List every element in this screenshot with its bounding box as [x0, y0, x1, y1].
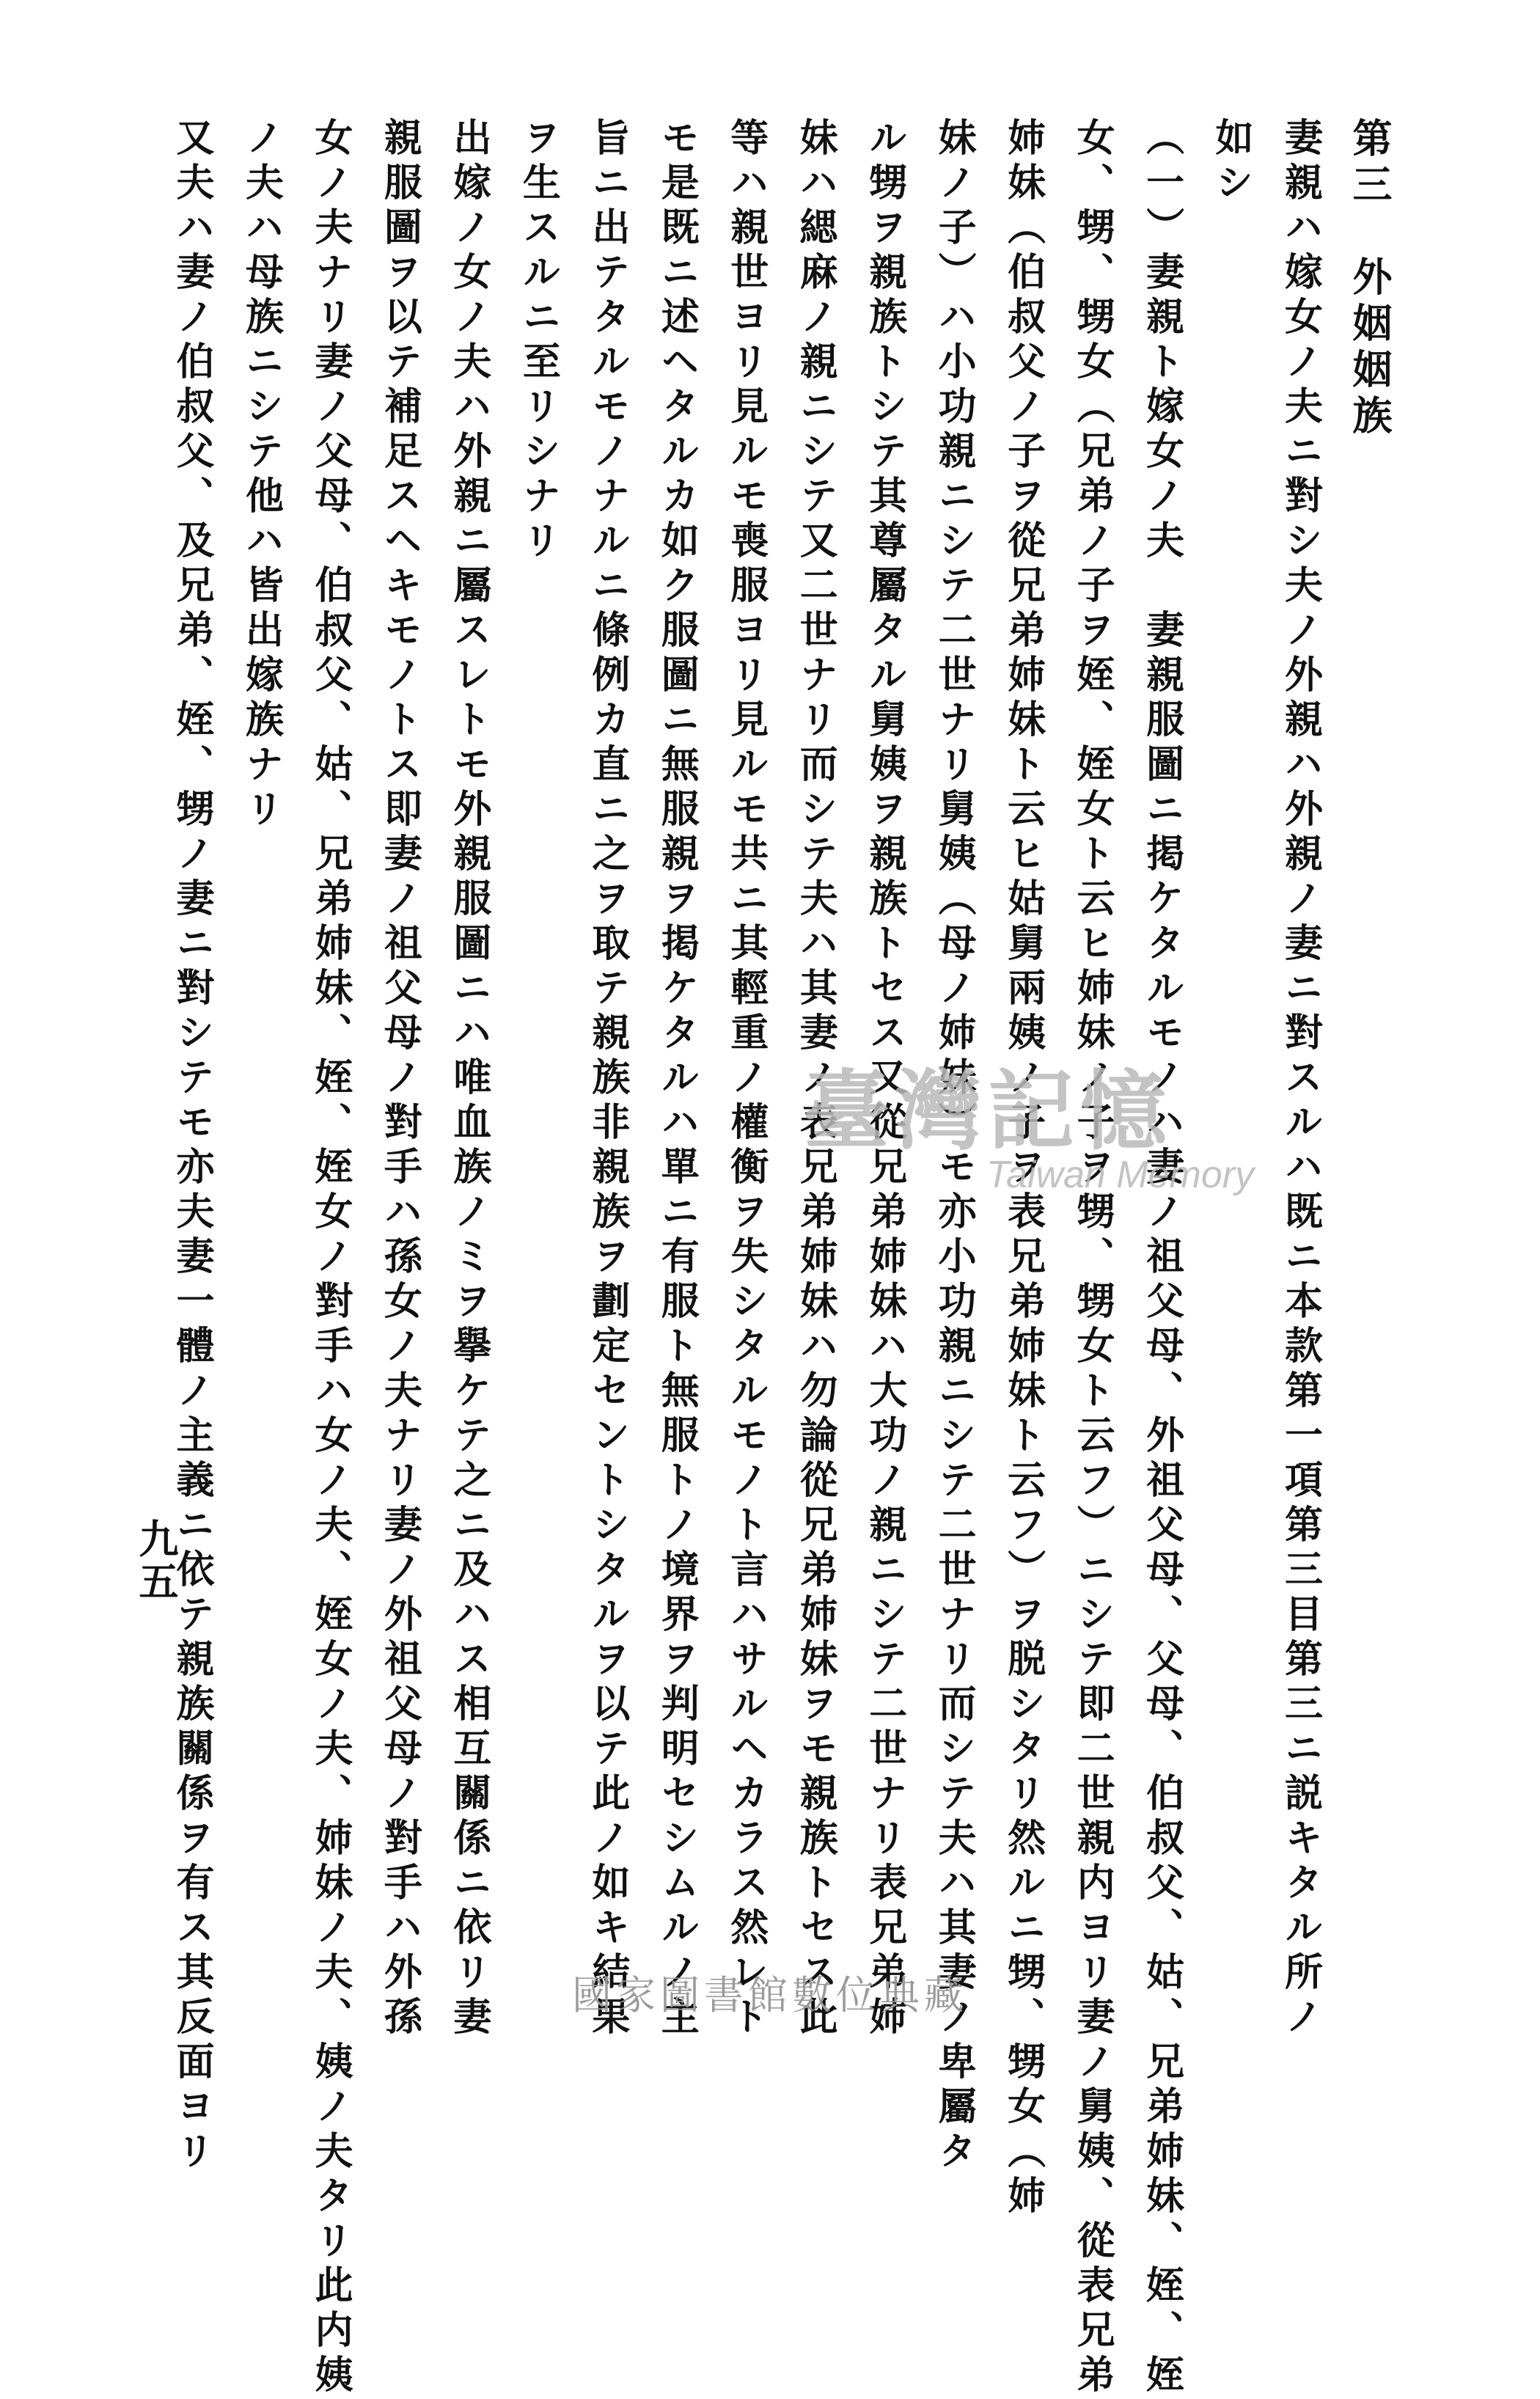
text-column: ヲ生スルニ至リシナリ	[516, 117, 561, 565]
text-column: 親服圖ヲ以テ補足スヘキモノトス即妻ノ祖父母ノ對手ハ孫女ノ夫ナリ妻ノ外祖父母ノ對手ハ外孫	[377, 117, 422, 2041]
footer-brand: 國家圖書館數位典藏	[572, 1972, 968, 2018]
text-column: 等ハ親世ヨリ見ルモ喪服ヨリ見ルモ共ニ其輕重ノ權衡ヲ失シタルモノト言ハサルヘカラス然レト	[723, 117, 769, 2041]
text-column: 旨ニ出テタルモノナルニ條例カ直ニ之ヲ取テ親族非親族ヲ劃定セントシタルヲ以テ此ノ如キ結果	[584, 117, 630, 2041]
text-column: 如シ	[1209, 117, 1254, 207]
watermark	[803, 1041, 1254, 1197]
text-column: 又夫ハ妻ノ伯叔父、及兄弟、姪、甥ノ妻ニ對シテモ亦夫妻一體ノ主義ニ依テ親族關係ヲ有ス其反面ヨリ	[169, 117, 214, 2175]
text-column: ノ夫ハ母族ニシテ他ハ皆出嫁族ナリ	[238, 117, 284, 833]
text-column: 妹ハ緦麻ノ親ニシテ又二世ナリ而シテ夫ハ其妻ノ表兄弟姉妹ハ勿論從兄弟姉妹ヲモ親族トセス此	[793, 117, 838, 2041]
text-column: 女ノ夫ナリ妻ノ父母、伯叔父、姑、兄弟姉妹、姪、姪女ノ對手ハ女ノ夫、姪女ノ夫、姉妹ノ夫、姨ノ夫タリ此内姨	[307, 117, 353, 2399]
page-number: 九五	[133, 1518, 180, 1603]
watermark-sub: Taiwan Memory	[986, 1154, 1255, 1196]
text-column: 姉妹（伯叔父ノ子ヲ從兄弟姉妹ト云ヒ姑舅兩姨ノ子ヲ表兄弟姉妹ト云フ）ヲ脱シタリ然ルニ甥、甥女（姉	[1000, 117, 1046, 2220]
text-column: （一）妻親ト嫁女ノ夫 妻親服圖ニ掲ケタルモノハ妻ノ祖父母、外祖父母、父母、伯叔父、姑、兄弟姉妹、姪、姪	[1139, 117, 1184, 2399]
text-column: ル甥ヲ親族トシテ其尊屬タル舅姨ヲ親族トセス又從兄弟姉妹ハ大功ノ親ニシテ二世ナリ表兄弟姉	[862, 117, 907, 2041]
section-heading: 第三 外姻姻族	[1346, 117, 1393, 441]
text-column: 出嫁ノ女ノ夫ハ外親ニ屬スレトモ外親服圖ニハ唯血族ノミヲ擧ケテ之ニ及ハス相互關係ニ依リ妻	[446, 117, 491, 2041]
text-column: 女、甥、甥女（兄弟ノ子ヲ姪、姪女ト云ヒ姉妹ノ子ヲ甥、甥女ト云フ）ニシテ即二世親内ヨリ妻ノ舅姨、從表兄弟	[1070, 117, 1115, 2399]
text-column: 妻親ハ嫁女ノ夫ニ對シ夫ノ外親ハ外親ノ妻ニ對スルハ既ニ本款第一項第三目第三ニ説キタル所ノ	[1277, 117, 1323, 2041]
watermark-main: 臺灣記憶	[803, 1060, 1173, 1162]
text-column: モ是既ニ述ヘタルカ如ク服圖ニ無服親ヲ掲ケタルハ單ニ有服ト無服トノ境界ヲ判明セシムルノ主	[654, 117, 700, 2041]
text-column: 妹ノ子）ハ小功親ニシテ二世ナリ舅姨（母ノ姉妹）モ亦小功親ニシテ二世ナリ而シテ夫ハ其妻ノ卑屬タ	[931, 117, 977, 2175]
